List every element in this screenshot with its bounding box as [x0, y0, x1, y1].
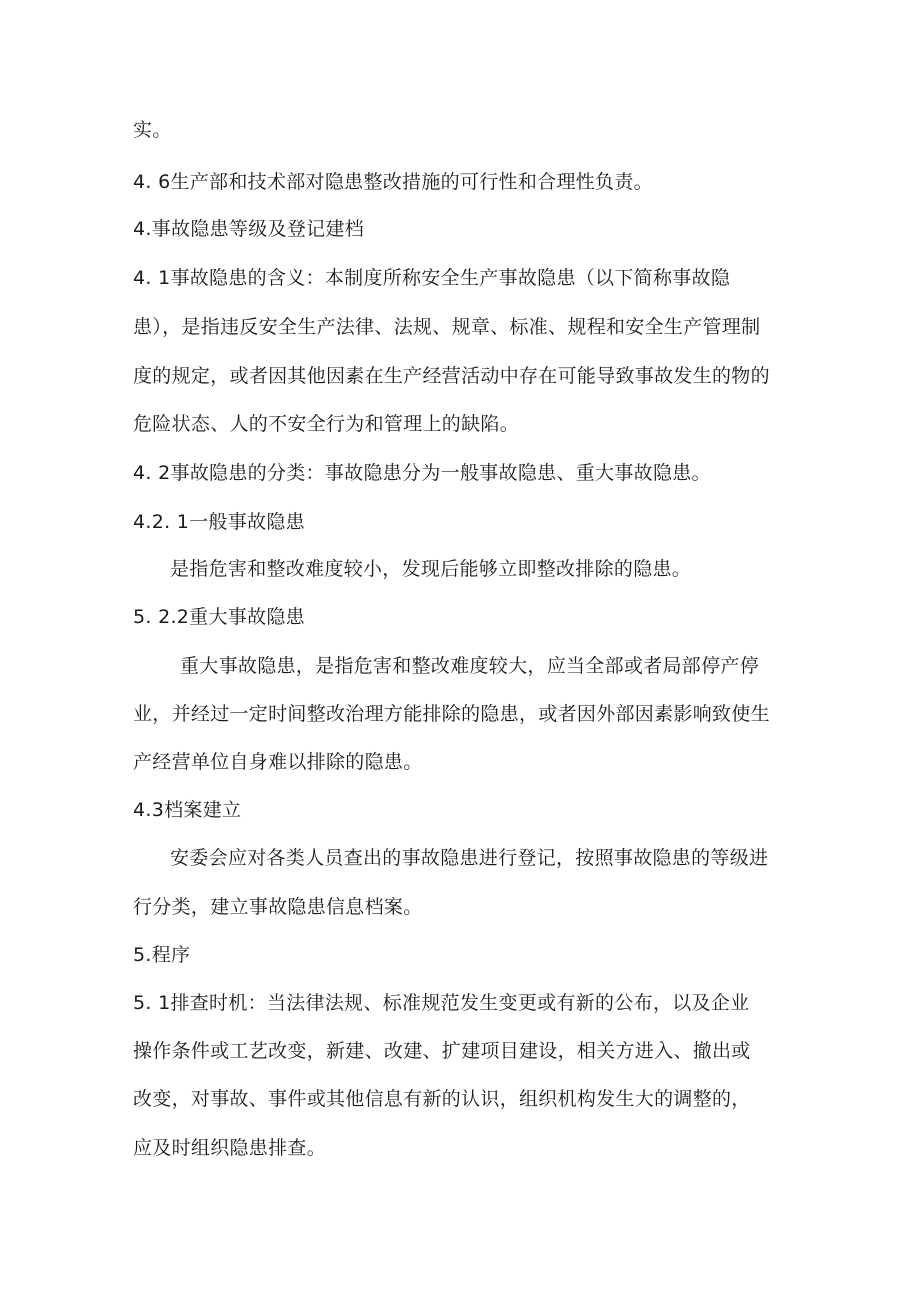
paragraph-line: 度的规定，或者因其他因素在生产经营活动中存在可能导致事故发生的物的 [133, 365, 770, 387]
section-4-2-line: 4. 2事故隐患的分类：事故隐患分为一般事故隐患、重大事故隐患。 [133, 462, 711, 484]
paragraph-line: 重大事故隐患，是指危害和整改难度较大，应当全部或者局部停产停 [180, 655, 760, 677]
paragraph-line: 业，并经过一定时间整改治理方能排除的隐患，或者因外部因素影响致使生 [133, 703, 770, 725]
section-4-heading: 4.事故隐患等级及登记建档 [133, 218, 365, 240]
paragraph-line: 危险状态、人的不安全行为和管理上的缺陷。 [133, 413, 520, 435]
paragraph-line: 产经营单位自身难以排除的隐患。 [133, 751, 423, 773]
paragraph-line: 患），是指违反安全生产法律、法规、规章、标准、规程和安全生产管理制 [133, 316, 761, 338]
section-5-1-line: 5. 1排查时机：当法律法规、标准规范发生变更或有新的公布，以及企业 [133, 992, 750, 1014]
section-5-heading: 5.程序 [133, 944, 191, 966]
section-4-1-line: 4. 1事故隐患的含义：本制度所称安全生产事故隐患（以下简称事故隐 [133, 267, 731, 289]
paragraph-line: 应及时组织隐患排查。 [133, 1137, 327, 1159]
section-4-6-line: 4. 6生产部和技术部对隐患整改措施的可行性和合理性负责。 [133, 171, 653, 193]
section-4-3-heading: 4.3档案建立 [133, 799, 242, 821]
paragraph-line: 安委会应对各类人员查出的事故隐患进行登记，按照事故隐患的等级进 [170, 847, 769, 869]
section-2-2-heading: 5. 2.2重大事故隐患 [133, 606, 305, 628]
paragraph-line: 行分类，建立事故隐患信息档案。 [133, 896, 423, 918]
section-4-2-1-heading: 4.2. 1一般事故隐患 [133, 511, 305, 533]
paragraph-line: 改变，对事故、事件或其他信息有新的认识，组织机构发生大的调整的， [133, 1088, 751, 1110]
paragraph-line: 操作条件或工艺改变，新建、改建、扩建项目建设，相关方进入、撤出或 [133, 1040, 751, 1062]
paragraph-line: 实。 [133, 119, 172, 141]
paragraph-line: 是指危害和整改难度较小，发现后能够立即整改排除的隐患。 [170, 558, 692, 580]
